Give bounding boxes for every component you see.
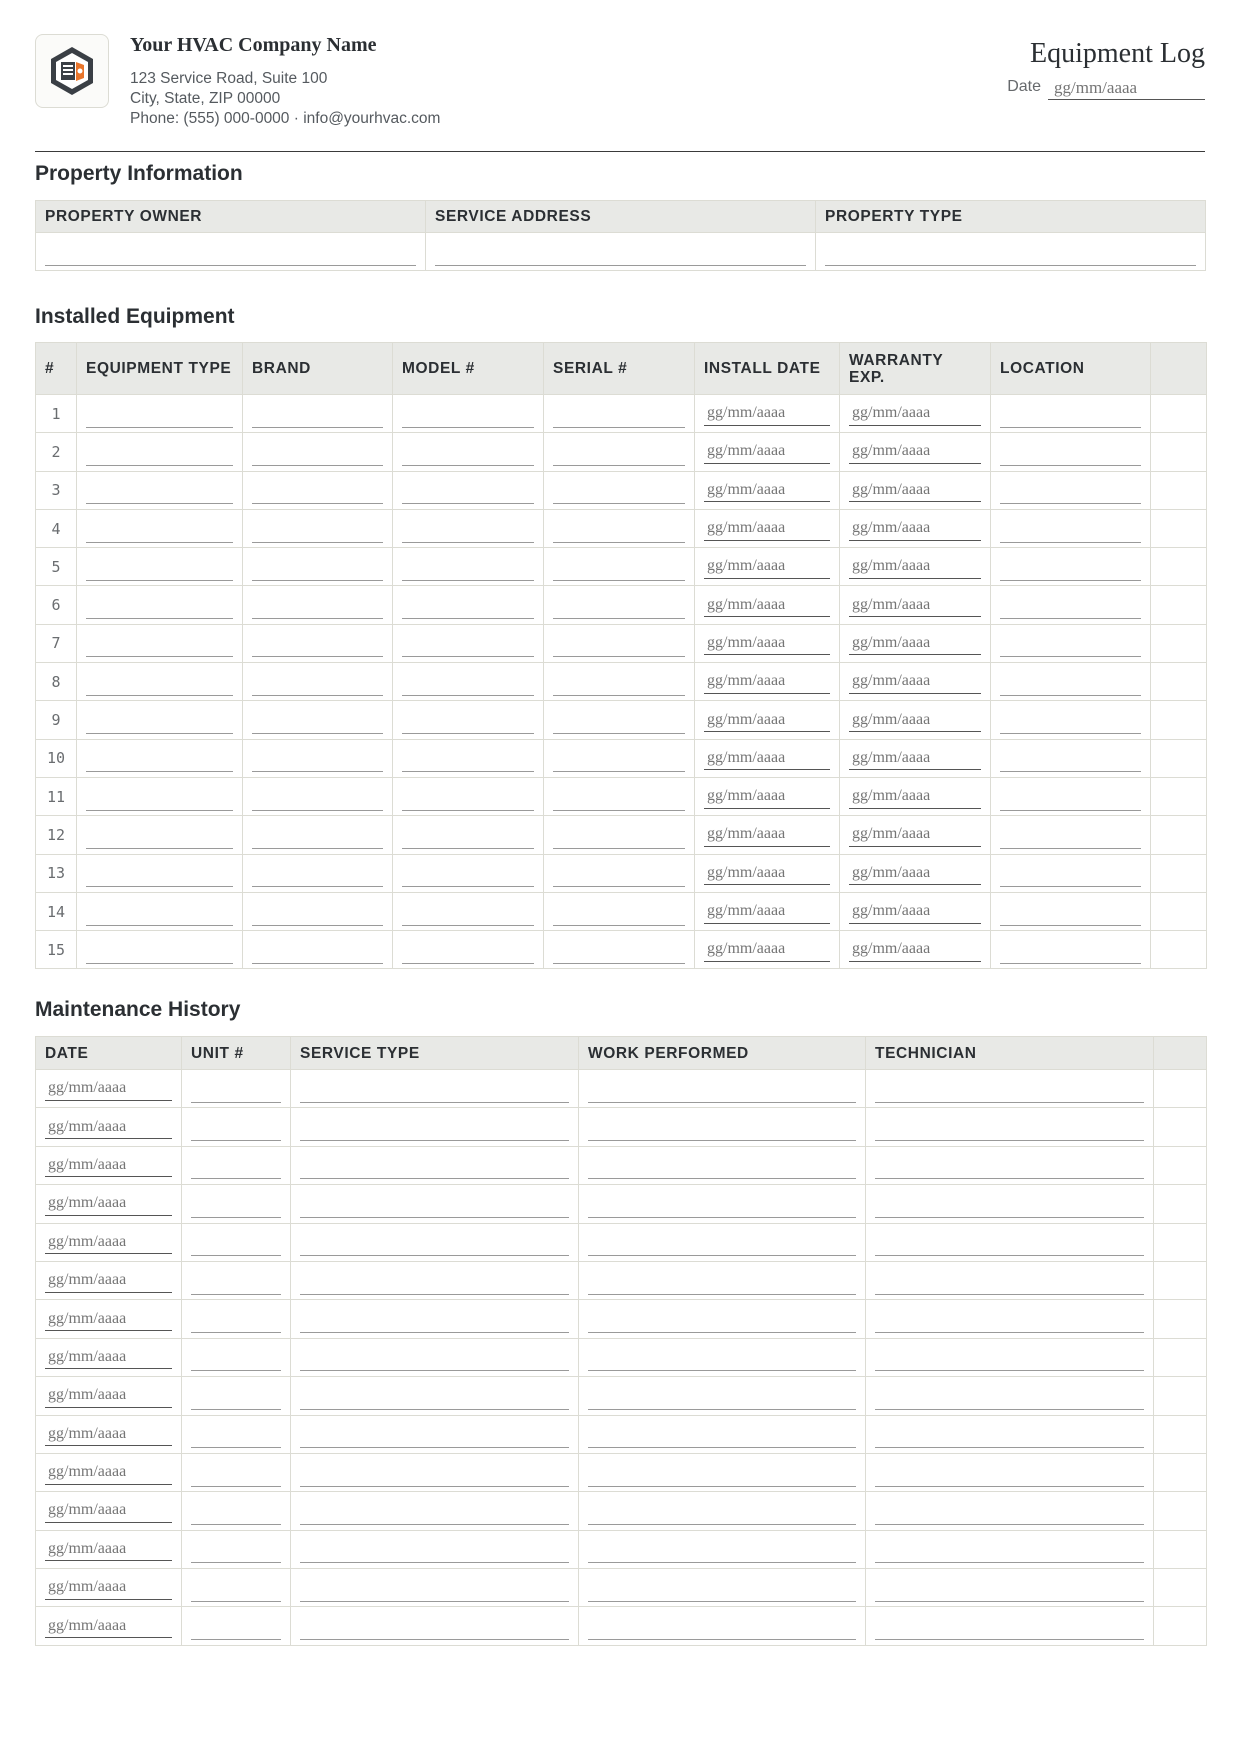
- blank-cell: [1154, 1453, 1207, 1491]
- equipment-type-field[interactable]: [86, 904, 233, 926]
- blank-cell: [1154, 1377, 1207, 1415]
- property-type-field[interactable]: [825, 244, 1196, 266]
- service-date-field[interactable]: [45, 1153, 172, 1177]
- brand-field[interactable]: [252, 904, 383, 926]
- service-type-field[interactable]: [300, 1426, 569, 1448]
- location-field[interactable]: [1000, 942, 1141, 964]
- serial-field[interactable]: [553, 597, 685, 619]
- service-type-field[interactable]: [300, 1618, 569, 1640]
- location-field[interactable]: [1000, 789, 1141, 811]
- table-row: [36, 1338, 1207, 1376]
- unit-number-field[interactable]: [191, 1119, 281, 1141]
- warranty-exp-field[interactable]: [849, 823, 981, 847]
- install-date-field[interactable]: [704, 478, 830, 502]
- service-type-field[interactable]: [300, 1273, 569, 1295]
- table-row: [36, 1492, 1207, 1530]
- column-header: #: [36, 343, 77, 395]
- blank-cell: [1151, 701, 1207, 739]
- install-date-field[interactable]: [704, 746, 830, 770]
- table-row: [36, 1300, 1207, 1338]
- warranty-exp-field[interactable]: [849, 708, 981, 732]
- column-header: [1154, 1037, 1207, 1070]
- technician-field[interactable]: [875, 1388, 1144, 1410]
- model-field[interactable]: [402, 597, 534, 619]
- service-date-field[interactable]: [45, 1230, 172, 1254]
- table-row: [36, 548, 1207, 586]
- install-date-field[interactable]: [704, 861, 830, 885]
- blank-cell: [1154, 1108, 1207, 1146]
- table-row: [36, 233, 1206, 271]
- equipment-type-field[interactable]: [86, 942, 233, 964]
- column-header: WORK PERFORMED: [579, 1037, 866, 1070]
- location-field[interactable]: [1000, 597, 1141, 619]
- location-field[interactable]: [1000, 750, 1141, 772]
- warranty-exp-field[interactable]: [849, 402, 981, 426]
- install-date-field[interactable]: [704, 938, 830, 962]
- blank-cell: [1154, 1185, 1207, 1223]
- row-number: 8: [36, 663, 77, 701]
- install-date-field[interactable]: [704, 593, 830, 617]
- column-header: LOCATION: [991, 343, 1151, 395]
- row-number: 5: [36, 548, 77, 586]
- unit-number-field[interactable]: [191, 1618, 281, 1640]
- location-field[interactable]: [1000, 865, 1141, 887]
- column-header: MODEL #: [393, 343, 544, 395]
- row-number: 15: [36, 931, 77, 969]
- model-field[interactable]: [402, 827, 534, 849]
- service-date-field[interactable]: [45, 1461, 172, 1485]
- work-performed-field[interactable]: [588, 1541, 856, 1563]
- column-header: DATE: [36, 1037, 182, 1070]
- row-number: 1: [36, 395, 77, 433]
- technician-field[interactable]: [875, 1234, 1144, 1256]
- blank-cell: [1154, 1300, 1207, 1338]
- location-field[interactable]: [1000, 827, 1141, 849]
- equipment-type-field[interactable]: [86, 827, 233, 849]
- service-type-field[interactable]: [300, 1349, 569, 1371]
- service-date-field[interactable]: [45, 1576, 172, 1600]
- blank-cell: [1151, 471, 1207, 509]
- blank-cell: [1151, 892, 1207, 930]
- table-row: [36, 1108, 1207, 1146]
- table-row: [36, 701, 1207, 739]
- service-type-field[interactable]: [300, 1081, 569, 1103]
- blank-cell: [1151, 624, 1207, 662]
- service-date-field[interactable]: [45, 1537, 172, 1561]
- technician-field[interactable]: [875, 1081, 1144, 1103]
- table-row: [36, 586, 1207, 624]
- serial-field[interactable]: [553, 865, 685, 887]
- address-line-2: City, State, ZIP 00000: [130, 90, 281, 107]
- model-field[interactable]: [402, 904, 534, 926]
- equipment-type-field[interactable]: [86, 444, 233, 466]
- service-date-field[interactable]: [45, 1269, 172, 1293]
- column-header: PROPERTY TYPE: [816, 201, 1206, 233]
- serial-field[interactable]: [553, 789, 685, 811]
- table-row: [36, 1146, 1207, 1184]
- unit-number-field[interactable]: [191, 1465, 281, 1487]
- location-field[interactable]: [1000, 521, 1141, 543]
- equipment-type-field[interactable]: [86, 597, 233, 619]
- blank-cell: [1151, 663, 1207, 701]
- blank-cell: [1154, 1530, 1207, 1568]
- table-row: [36, 1569, 1207, 1607]
- warranty-exp-field[interactable]: [849, 746, 981, 770]
- brand-field[interactable]: [252, 444, 383, 466]
- row-number: 2: [36, 433, 77, 471]
- table-row: [36, 395, 1207, 433]
- service-type-field[interactable]: [300, 1311, 569, 1333]
- table-row: [36, 931, 1207, 969]
- service-type-field[interactable]: [300, 1465, 569, 1487]
- equipment-table: [35, 342, 1207, 969]
- equipment-type-field[interactable]: [86, 750, 233, 772]
- brand-field[interactable]: [252, 789, 383, 811]
- work-performed-field[interactable]: [588, 1618, 856, 1640]
- column-header: INSTALL DATE: [695, 343, 840, 395]
- service-type-field[interactable]: [300, 1196, 569, 1218]
- blank-cell: [1151, 586, 1207, 624]
- warranty-exp-field[interactable]: [849, 900, 981, 924]
- blank-cell: [1154, 1223, 1207, 1261]
- equipment-type-field[interactable]: [86, 712, 233, 734]
- brand-field[interactable]: [252, 750, 383, 772]
- location-field[interactable]: [1000, 674, 1141, 696]
- table-row: [36, 892, 1207, 930]
- unit-number-field[interactable]: [191, 1426, 281, 1448]
- model-field[interactable]: [402, 942, 534, 964]
- serial-field[interactable]: [553, 635, 685, 657]
- service-type-field[interactable]: [300, 1234, 569, 1256]
- table-row: [36, 1453, 1207, 1491]
- equipment-type-field[interactable]: [86, 559, 233, 581]
- technician-field[interactable]: [875, 1541, 1144, 1563]
- brand-field[interactable]: [252, 865, 383, 887]
- serial-field[interactable]: [553, 559, 685, 581]
- column-header: EQUIPMENT TYPE: [77, 343, 243, 395]
- work-performed-field[interactable]: [588, 1349, 856, 1371]
- equipment-type-field[interactable]: [86, 635, 233, 657]
- row-number: 11: [36, 777, 77, 815]
- warranty-exp-field[interactable]: [849, 785, 981, 809]
- unit-number-field[interactable]: [191, 1311, 281, 1333]
- model-field[interactable]: [402, 406, 534, 428]
- work-performed-field[interactable]: [588, 1426, 856, 1448]
- model-field[interactable]: [402, 712, 534, 734]
- install-date-field[interactable]: [704, 823, 830, 847]
- work-performed-field[interactable]: [588, 1273, 856, 1295]
- technician-field[interactable]: [875, 1580, 1144, 1602]
- warranty-exp-field[interactable]: [849, 861, 981, 885]
- blank-cell: [1154, 1338, 1207, 1376]
- technician-field[interactable]: [875, 1426, 1144, 1448]
- model-field[interactable]: [402, 789, 534, 811]
- equipment-type-field[interactable]: [86, 521, 233, 543]
- table-row: [36, 854, 1207, 892]
- blank-cell: [1151, 509, 1207, 547]
- location-field[interactable]: [1000, 444, 1141, 466]
- warranty-exp-field[interactable]: [849, 555, 981, 579]
- service-type-field[interactable]: [300, 1503, 569, 1525]
- column-header: [1151, 343, 1207, 395]
- serial-field[interactable]: [553, 674, 685, 696]
- service-type-field[interactable]: [300, 1119, 569, 1141]
- equipment-type-field[interactable]: [86, 482, 233, 504]
- location-field[interactable]: [1000, 712, 1141, 734]
- service-date-field[interactable]: [45, 1192, 172, 1216]
- install-date-field[interactable]: [704, 517, 830, 541]
- technician-field[interactable]: [875, 1157, 1144, 1179]
- column-header: PROPERTY OWNER: [36, 201, 426, 233]
- table-row: [36, 663, 1207, 701]
- serial-field[interactable]: [553, 521, 685, 543]
- equipment-type-field[interactable]: [86, 789, 233, 811]
- property-section-title: Property Information: [35, 162, 243, 185]
- table-row: [36, 1223, 1207, 1261]
- technician-field[interactable]: [875, 1311, 1144, 1333]
- unit-number-field[interactable]: [191, 1541, 281, 1563]
- work-performed-field[interactable]: [588, 1311, 856, 1333]
- brand-field[interactable]: [252, 712, 383, 734]
- document-date-field[interactable]: [1048, 76, 1205, 100]
- brand-field[interactable]: [252, 406, 383, 428]
- service-date-field[interactable]: [45, 1384, 172, 1408]
- document-header: [35, 34, 1205, 152]
- warranty-exp-field[interactable]: [849, 478, 981, 502]
- unit-number-field[interactable]: [191, 1157, 281, 1179]
- service-date-field[interactable]: [45, 1614, 172, 1638]
- maintenance-section-title: Maintenance History: [35, 998, 241, 1021]
- table-row: [36, 739, 1207, 777]
- work-performed-field[interactable]: [588, 1503, 856, 1525]
- blank-cell: [1154, 1415, 1207, 1453]
- location-field[interactable]: [1000, 635, 1141, 657]
- row-number: 9: [36, 701, 77, 739]
- technician-field[interactable]: [875, 1119, 1144, 1141]
- technician-field[interactable]: [875, 1273, 1144, 1295]
- brand-field[interactable]: [252, 827, 383, 849]
- service-type-field[interactable]: [300, 1580, 569, 1602]
- install-date-field[interactable]: [704, 631, 830, 655]
- row-number: 4: [36, 509, 77, 547]
- equipment-section-title: Installed Equipment: [35, 305, 235, 328]
- location-field[interactable]: [1000, 406, 1141, 428]
- column-header: TECHNICIAN: [866, 1037, 1154, 1070]
- install-date-field[interactable]: [704, 785, 830, 809]
- unit-number-field[interactable]: [191, 1503, 281, 1525]
- model-field[interactable]: [402, 674, 534, 696]
- brand-field[interactable]: [252, 482, 383, 504]
- table-row: [36, 433, 1207, 471]
- row-number: 10: [36, 739, 77, 777]
- warranty-exp-field[interactable]: [849, 631, 981, 655]
- table-row: [36, 1261, 1207, 1299]
- model-field[interactable]: [402, 521, 534, 543]
- serial-field[interactable]: [553, 827, 685, 849]
- brand-field[interactable]: [252, 521, 383, 543]
- row-number: 3: [36, 471, 77, 509]
- install-date-field[interactable]: [704, 670, 830, 694]
- contact-line: Phone: (555) 000-0000 · info@yourhvac.com: [130, 110, 441, 127]
- model-field[interactable]: [402, 444, 534, 466]
- date-label: Date: [1007, 78, 1041, 95]
- warranty-exp-field[interactable]: [849, 938, 981, 962]
- work-performed-field[interactable]: [588, 1119, 856, 1141]
- warranty-exp-field[interactable]: [849, 593, 981, 617]
- warranty-exp-field[interactable]: [849, 670, 981, 694]
- technician-field[interactable]: [875, 1465, 1144, 1487]
- column-header: UNIT #: [182, 1037, 291, 1070]
- brand-field[interactable]: [252, 635, 383, 657]
- column-header: SERVICE TYPE: [291, 1037, 579, 1070]
- table-row: [36, 1070, 1207, 1108]
- serial-field[interactable]: [553, 712, 685, 734]
- table-row: [36, 816, 1207, 854]
- technician-field[interactable]: [875, 1349, 1144, 1371]
- row-number: 7: [36, 624, 77, 662]
- work-performed-field[interactable]: [588, 1157, 856, 1179]
- unit-number-field[interactable]: [191, 1349, 281, 1371]
- service-date-field[interactable]: [45, 1499, 172, 1523]
- equipment-type-field[interactable]: [86, 865, 233, 887]
- model-field[interactable]: [402, 750, 534, 772]
- row-number: 6: [36, 586, 77, 624]
- table-row: [36, 1607, 1207, 1645]
- column-header: SERIAL #: [544, 343, 695, 395]
- table-row: [36, 624, 1207, 662]
- work-performed-field[interactable]: [588, 1196, 856, 1218]
- maintenance-table: [35, 1036, 1207, 1646]
- work-performed-field[interactable]: [588, 1234, 856, 1256]
- service-type-field[interactable]: [300, 1157, 569, 1179]
- serial-field[interactable]: [553, 482, 685, 504]
- service-address-field[interactable]: [435, 244, 806, 266]
- unit-number-field[interactable]: [191, 1234, 281, 1256]
- blank-cell: [1151, 739, 1207, 777]
- table-row: [36, 509, 1207, 547]
- service-date-field[interactable]: [45, 1307, 172, 1331]
- brand-field[interactable]: [252, 942, 383, 964]
- equipment-type-field[interactable]: [86, 674, 233, 696]
- blank-cell: [1154, 1569, 1207, 1607]
- location-field[interactable]: [1000, 904, 1141, 926]
- blank-cell: [1151, 816, 1207, 854]
- model-field[interactable]: [402, 482, 534, 504]
- blank-cell: [1151, 854, 1207, 892]
- column-header: SERVICE ADDRESS: [426, 201, 816, 233]
- column-header: BRAND: [243, 343, 393, 395]
- service-date-field[interactable]: [45, 1422, 172, 1446]
- column-header: WARRANTY EXP.: [840, 343, 991, 395]
- work-performed-field[interactable]: [588, 1081, 856, 1103]
- blank-cell: [1154, 1261, 1207, 1299]
- blank-cell: [1154, 1607, 1207, 1645]
- install-date-field[interactable]: [704, 900, 830, 924]
- technician-field[interactable]: [875, 1503, 1144, 1525]
- work-performed-field[interactable]: [588, 1388, 856, 1410]
- model-field[interactable]: [402, 865, 534, 887]
- hvac-logo-icon: [48, 45, 96, 97]
- equipment-type-field[interactable]: [86, 406, 233, 428]
- service-date-field[interactable]: [45, 1115, 172, 1139]
- install-date-field[interactable]: [704, 402, 830, 426]
- service-type-field[interactable]: [300, 1541, 569, 1563]
- document-title: Equipment Log: [1030, 38, 1205, 69]
- unit-number-field[interactable]: [191, 1580, 281, 1602]
- service-date-field[interactable]: [45, 1345, 172, 1369]
- serial-field[interactable]: [553, 904, 685, 926]
- unit-number-field[interactable]: [191, 1388, 281, 1410]
- service-type-field[interactable]: [300, 1388, 569, 1410]
- table-row: [36, 471, 1207, 509]
- row-number: 13: [36, 854, 77, 892]
- table-row: [36, 1185, 1207, 1223]
- row-number: 14: [36, 892, 77, 930]
- serial-field[interactable]: [553, 942, 685, 964]
- warranty-exp-field[interactable]: [849, 440, 981, 464]
- property-owner-field[interactable]: [45, 244, 416, 266]
- company-name: Your HVAC Company Name: [130, 34, 377, 56]
- warranty-exp-field[interactable]: [849, 517, 981, 541]
- address-line-1: 123 Service Road, Suite 100: [130, 70, 328, 87]
- blank-cell: [1151, 777, 1207, 815]
- table-row: [36, 1415, 1207, 1453]
- property-table: [35, 200, 1206, 271]
- maintenance-rows: [36, 1070, 1207, 1646]
- table-row: [36, 1377, 1207, 1415]
- location-field[interactable]: [1000, 559, 1141, 581]
- blank-cell: [1151, 548, 1207, 586]
- brand-field[interactable]: [252, 674, 383, 696]
- blank-cell: [1154, 1070, 1207, 1108]
- install-date-field[interactable]: [704, 555, 830, 579]
- row-number: 12: [36, 816, 77, 854]
- serial-field[interactable]: [553, 444, 685, 466]
- brand-field[interactable]: [252, 559, 383, 581]
- technician-field[interactable]: [875, 1196, 1144, 1218]
- unit-number-field[interactable]: [191, 1196, 281, 1218]
- install-date-field[interactable]: [704, 708, 830, 732]
- company-logo: [35, 34, 109, 108]
- location-field[interactable]: [1000, 482, 1141, 504]
- blank-cell: [1151, 931, 1207, 969]
- serial-field[interactable]: [553, 406, 685, 428]
- blank-cell: [1154, 1146, 1207, 1184]
- service-date-field[interactable]: [45, 1077, 172, 1101]
- technician-field[interactable]: [875, 1618, 1144, 1640]
- work-performed-field[interactable]: [588, 1580, 856, 1602]
- unit-number-field[interactable]: [191, 1273, 281, 1295]
- work-performed-field[interactable]: [588, 1465, 856, 1487]
- blank-cell: [1154, 1492, 1207, 1530]
- brand-field[interactable]: [252, 597, 383, 619]
- unit-number-field[interactable]: [191, 1081, 281, 1103]
- install-date-field[interactable]: [704, 440, 830, 464]
- model-field[interactable]: [402, 559, 534, 581]
- model-field[interactable]: [402, 635, 534, 657]
- table-row: [36, 1530, 1207, 1568]
- blank-cell: [1151, 433, 1207, 471]
- serial-field[interactable]: [553, 750, 685, 772]
- blank-cell: [1151, 395, 1207, 433]
- equipment-rows: [36, 395, 1207, 969]
- table-row: [36, 777, 1207, 815]
